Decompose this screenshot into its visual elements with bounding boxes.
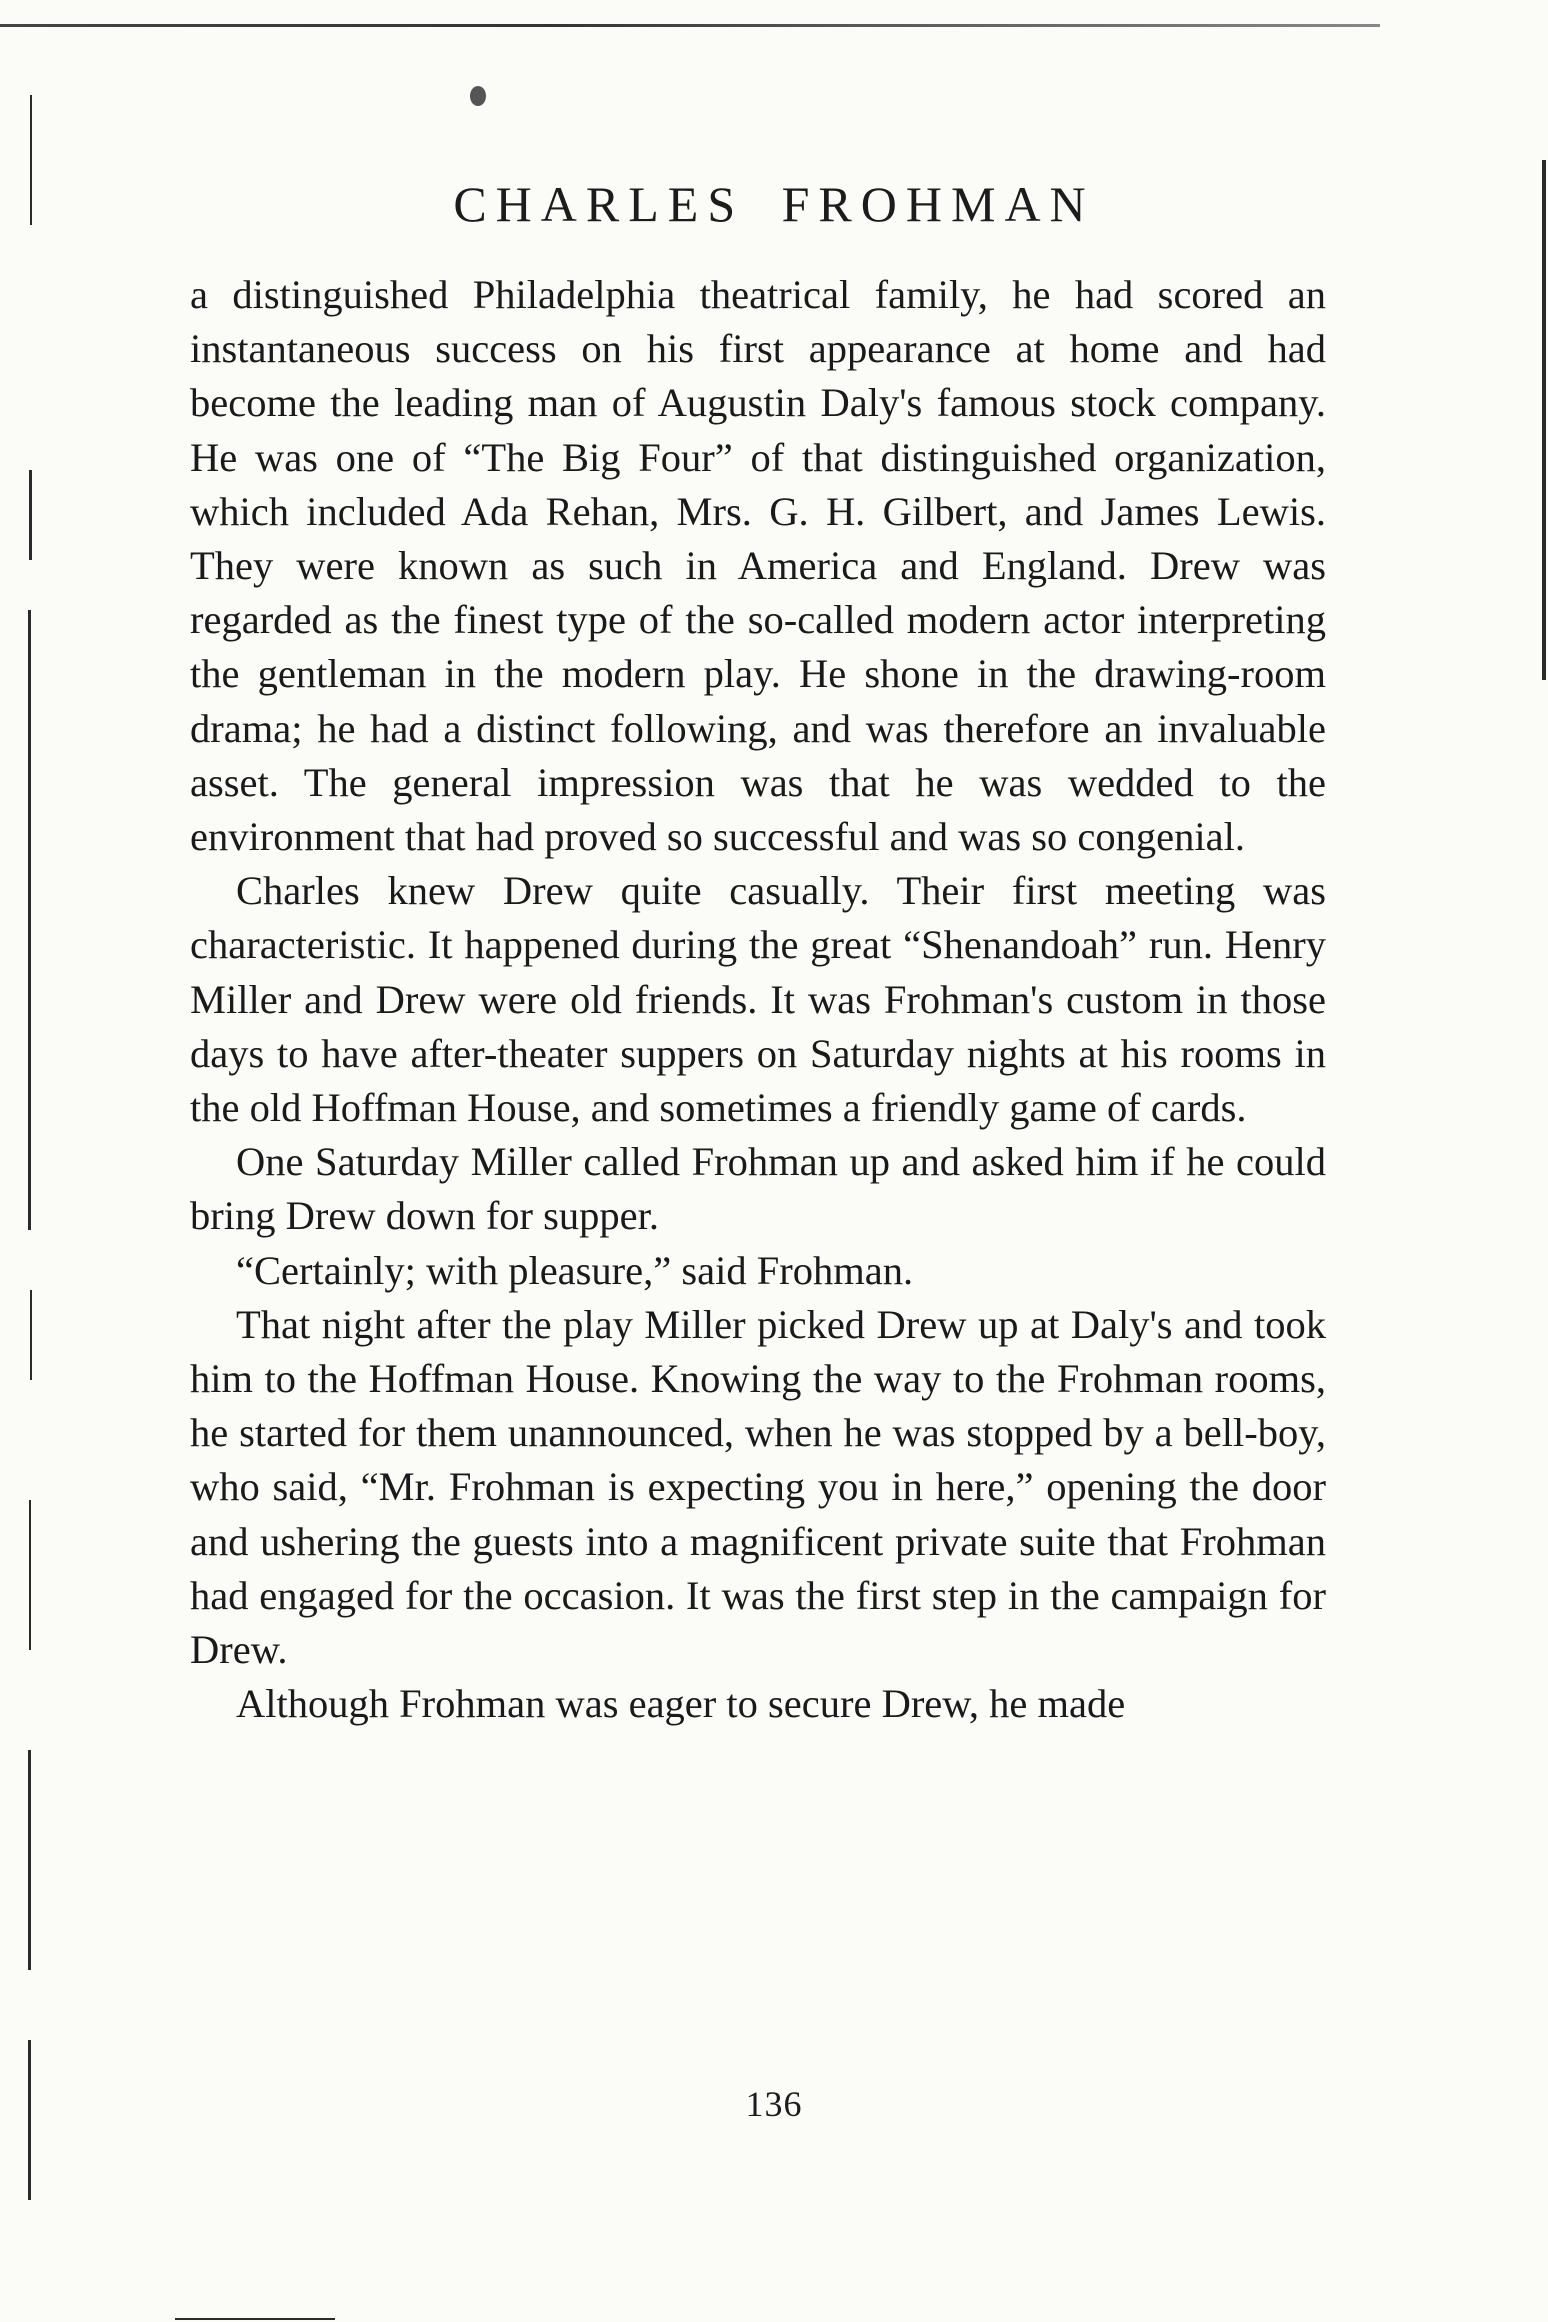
- paragraph-1: a distinguished Philadelphia theatrical family, he had scored an instantaneous success on his first appearance at home and had become the leading man of Augustin Daly's famous stock company. He was one of “The Big Four” of that distinguished organization, which included Ada Rehan, Mrs. G. H. Gilbert, and James Lewis. They were known as such in America and England. Drew was regarded as the finest type of the so-called modern actor interpreting the gentleman in the modern play. He shone in the drawing-room drama; he had a distinct following, and was therefore an invaluable asset. The general impression was that he was wedded to the environment that had proved so successful and was so congenial.: [190, 272, 1326, 860]
- paragraph-6: Although Frohman was eager to secure Drew, he made: [236, 1681, 1126, 1727]
- top-border-rule: [0, 24, 1380, 27]
- scan-mark-left-3: [28, 610, 31, 1230]
- scan-mark-right-1: [1542, 160, 1546, 680]
- scan-mark-left-4: [30, 1290, 32, 1380]
- paragraph-3: One Saturday Miller called Frohman up and asked him if he could bring Drew down for supper.: [190, 1139, 1326, 1239]
- scan-mark-left-6: [28, 1750, 31, 1970]
- scan-mark-bottom-1: [175, 2318, 335, 2320]
- paragraph-5: That night after the play Miller picked Drew up at Daly's and took him to the Hoffman House. Knowing the way to the Frohman rooms, he started for them unannounced, when he was stopped by a bell-boy, who said, “Mr. Frohman is expecting you in here,” opening the door and ushering the guests into a magnificent private suite that Frohman had engaged for the occasion. It was the first step in the campaign for Drew.: [190, 1301, 1326, 1673]
- paragraph-2: Charles knew Drew quite casually. Their first meeting was characteristic. It happened during the great “Shenandoah” run. Henry Miller and Drew were old friends. It was Frohman's custom in those days to have after-theater suppers on Saturday nights at his rooms in the old Hoffman House, and sometimes a friendly game of cards.: [190, 868, 1326, 1131]
- body-text: [190, 268, 1326, 1731]
- paragraph-4: “Certainly; with pleasure,” said Frohman.: [236, 1247, 914, 1293]
- running-head: CHARLES FROHMAN: [453, 176, 1095, 232]
- page-number: 136: [745, 2084, 803, 2124]
- scan-mark-left-2: [29, 470, 32, 560]
- scan-mark-left-5: [29, 1500, 31, 1650]
- ornament-smudge: [470, 86, 486, 106]
